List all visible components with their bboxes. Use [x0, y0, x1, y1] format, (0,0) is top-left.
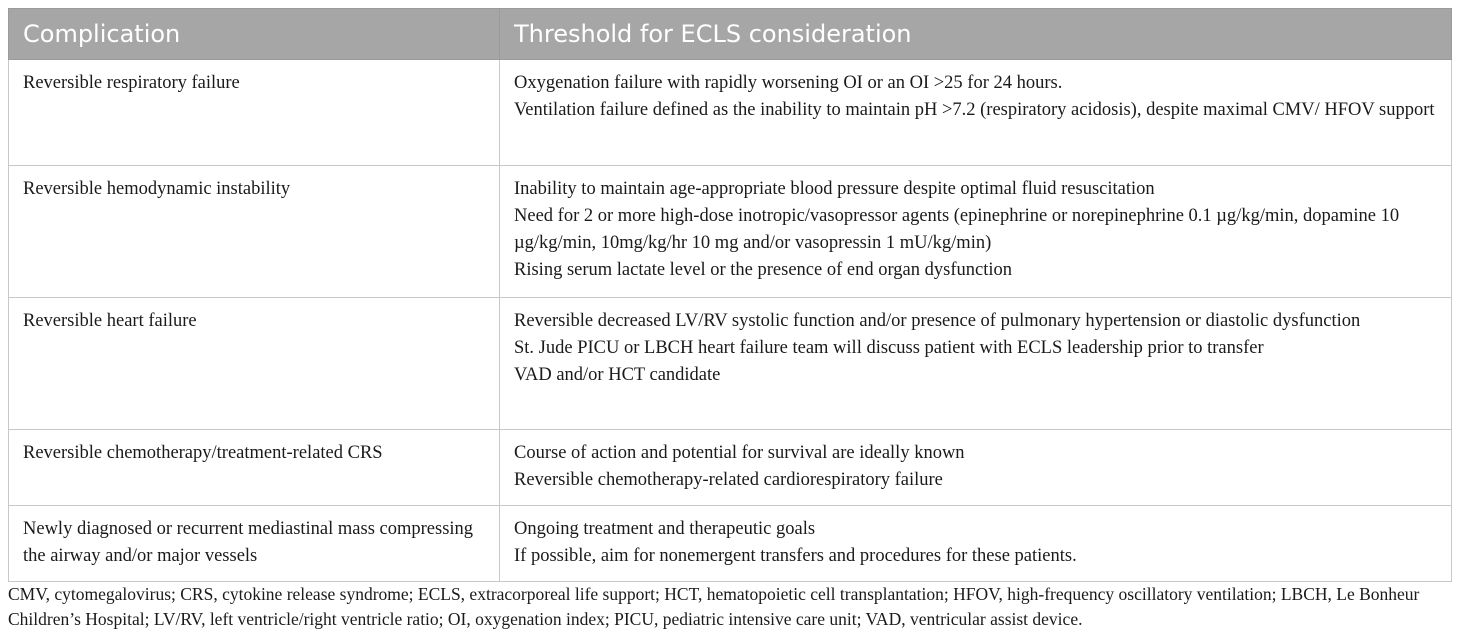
- table-row: [9, 298, 1452, 430]
- column-header-complication: Complication: [9, 9, 500, 60]
- table-footnote: CMV, cytomegalovirus; CRS, cytokine release syndrome; ECLS, extracorporeal life support; HCT, hematopoietic cell transplantation; HFOV, high-frequency oscillatory ventilation; LBCH, Le Bonheur Children’s Hospital; LV/RV, left ventricle/right ventricle ratio; OI, oxygenation index; PICU, pediatric intensive care unit; VAD, ventricular assist device.: [8, 584, 1420, 629]
- ecls-table-container: [8, 8, 1452, 582]
- complication-cell: Reversible heart failure: [9, 298, 500, 430]
- threshold-item: Ongoing treatment and therapeutic goals: [514, 519, 816, 539]
- threshold-item: Inability to maintain age-appropriate blood pressure despite optimal fluid resuscitation: [514, 179, 1155, 199]
- threshold-cell: [500, 506, 1452, 582]
- threshold-item: Reversible decreased LV/RV systolic function and/or presence of pulmonary hypertension or diastolic dysfunction: [514, 311, 1361, 331]
- table-header-row: [9, 9, 1452, 60]
- table-row: [9, 166, 1452, 298]
- threshold-cell: [500, 166, 1452, 298]
- ecls-threshold-table: [8, 8, 1452, 582]
- threshold-item: Course of action and potential for survival are ideally known: [514, 443, 965, 463]
- threshold-item: Oxygenation failure with rapidly worsening OI or an OI >25 for 24 hours.: [514, 73, 1063, 93]
- threshold-item: VAD and/or HCT candidate: [514, 365, 721, 385]
- threshold-item: Rising serum lactate level or the presence of end organ dysfunction: [514, 260, 1012, 280]
- complication-cell: Reversible hemodynamic instability: [9, 166, 500, 298]
- threshold-item: If possible, aim for nonemergent transfers and procedures for these patients.: [514, 546, 1077, 566]
- threshold-item: Reversible chemotherapy-related cardiorespiratory failure: [514, 470, 943, 490]
- threshold-item: Ventilation failure defined as the inability to maintain pH >7.2 (respiratory acidosis), despite maximal CMV/ HFOV support: [514, 100, 1435, 120]
- threshold-cell: [500, 60, 1452, 166]
- column-header-threshold: Threshold for ECLS consideration: [500, 9, 1452, 60]
- threshold-item: Need for 2 or more high-dose inotropic/vasopressor agents (epinephrine or norepinephrine 0.1 µg/kg/min, dopamine 10 µg/kg/min, 10mg/kg/hr 10 mg and/or vasopressin 1 mU/kg/min): [514, 206, 1400, 253]
- threshold-item: St. Jude PICU or LBCH heart failure team will discuss patient with ECLS leadership prior to transfer: [514, 338, 1264, 358]
- complication-cell: Reversible respiratory failure: [9, 60, 500, 166]
- complication-cell: Reversible chemotherapy/treatment-related CRS: [9, 430, 500, 506]
- table-row: [9, 60, 1452, 166]
- table-row: [9, 430, 1452, 506]
- threshold-cell: [500, 298, 1452, 430]
- table-row: [9, 506, 1452, 582]
- complication-cell: Newly diagnosed or recurrent mediastinal mass compressing the airway and/or major vessels: [9, 506, 500, 582]
- threshold-cell: [500, 430, 1452, 506]
